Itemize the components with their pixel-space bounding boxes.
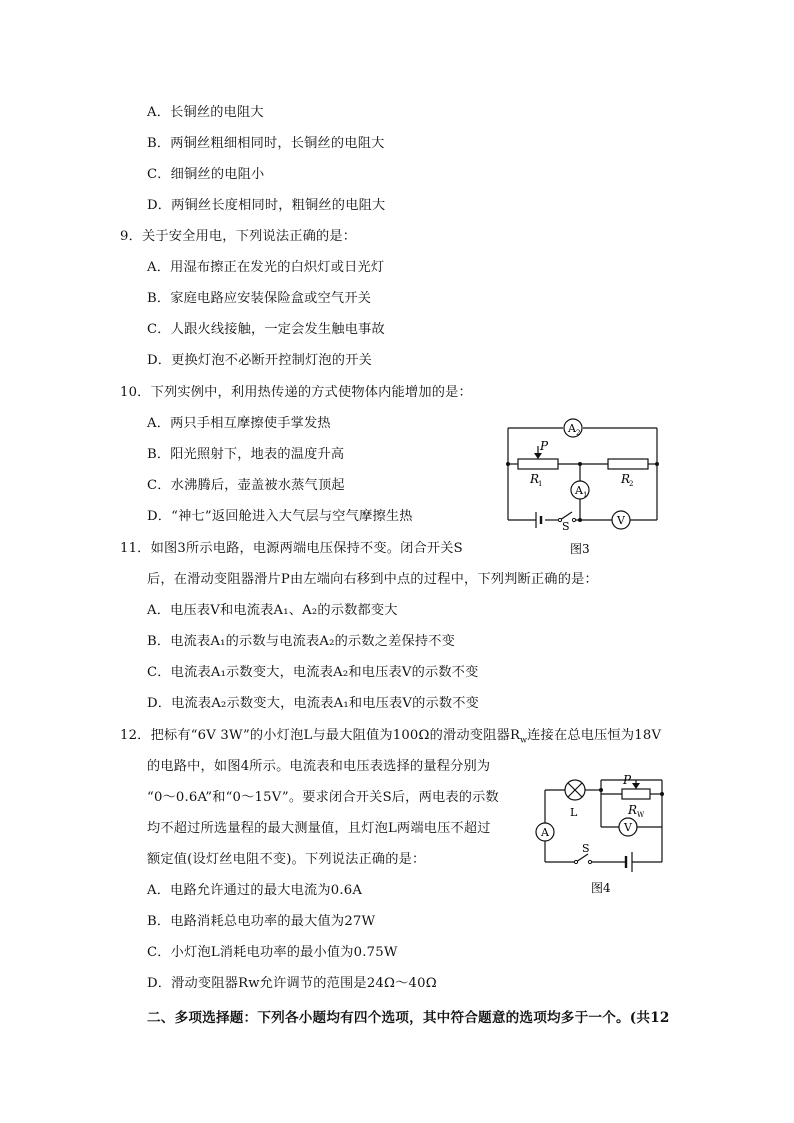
q12-stem-line1-main: 12．把标有“6V 3W”的小灯泡L与最大阻值为100Ω的滑动变阻器R [120, 728, 521, 743]
fig3-s-label: S [562, 520, 570, 533]
fig4-rw-sub: W [637, 811, 645, 819]
q9-option-c: C．人跟火线接触，一定会发生触电事故 [147, 322, 385, 337]
q10-option-c: C．水沸腾后，壶盖被水蒸气顶起 [147, 478, 345, 493]
fig3-p-label: P [540, 439, 549, 453]
q11-option-b: B．电流表A₁的示数与电流表A₂的示数之差保持不变 [147, 634, 456, 649]
fig4-rw-label: R [628, 803, 638, 817]
q9-option-a: A．用湿布擦正在发光的白炽灯或日光灯 [147, 260, 385, 275]
q11-option-d: D．电流表A₂示数变大，电流表A₁和电压表V的示数不变 [147, 696, 480, 711]
q12-option-d: D．滑动变阻器Rw允许调节的范围是24Ω～40Ω [147, 976, 437, 991]
figure-3-circuit [500, 418, 665, 558]
q12-stem-line1-tail: 连接在总电压恒为18V [527, 728, 662, 743]
fig4-caption: 图4 [591, 881, 611, 895]
q12-option-b: B．电路消耗总电功率的最大值为27W [147, 914, 376, 929]
section-2-heading: 二、多项选择题：下列各小题均有四个选项，其中符合题意的选项均多于一个。(共12 [147, 1010, 670, 1026]
q8-option-c: C．细铜丝的电阻小 [147, 167, 265, 182]
q8-option-a: A．长铜丝的电阻大 [147, 105, 264, 120]
fig3-a1-label: A [575, 484, 583, 497]
q9-option-b: B．家庭电路应安装保险盒或空气开关 [147, 291, 372, 306]
fig4-s-label: S [582, 842, 590, 855]
fig3-r1-label: R [530, 472, 540, 486]
q10-option-d: D．“神七”返回舱进入大气层与空气摩擦生热 [147, 509, 413, 524]
q10-stem: 10．下列实例中，利用热传递的方式使物体内能增加的是： [120, 385, 472, 400]
q12-stem-line5: 额定值(设灯丝电阻不变)。下列说法正确的是： [147, 852, 426, 867]
figure-4-circuit [528, 772, 678, 900]
fig3-r2-sub: 2 [629, 480, 634, 488]
q11-option-c: C．电流表A₁示数变大，电流表A₂和电压表V的示数不变 [147, 665, 479, 680]
q12-stem-line3: “0～0.6A”和“0～15V”。要求闭合开关S后，两电表的示数 [147, 790, 499, 805]
fig3-r1-sub: 1 [538, 480, 543, 488]
fig3-r2-label: R [621, 472, 631, 486]
fig3-v-label: V [617, 514, 625, 527]
fig3-a1-sub: 1 [583, 491, 588, 499]
q11-stem-line2: 后，在滑动变阻器滑片P由左端向右移到中点的过程中，下列判断正确的是： [147, 572, 598, 587]
fig3-a2-sub: 2 [576, 429, 581, 437]
fig4-p-label: P [623, 773, 632, 787]
q8-option-b: B．两铜丝粗细相同时，长铜丝的电阻大 [147, 136, 385, 151]
q8-option-d: D．两铜丝长度相同时，粗铜丝的电阻大 [147, 198, 386, 213]
q12-option-c: C．小灯泡L消耗电功率的最小值为0.75W [147, 945, 398, 960]
fig4-a-label: A [541, 826, 549, 839]
q10-option-a: A．两只手相互摩擦使手掌发热 [147, 416, 331, 431]
fig4-v-label: V [624, 821, 632, 834]
q12-option-a: A．电路允许通过的最大电流为0.6A [147, 883, 363, 898]
fig4-l-label: L [570, 806, 578, 819]
q11-stem-line1: 11．如图3所示电路，电源两端电压保持不变。闭合开关S [120, 541, 463, 556]
q9-stem: 9．关于安全用电，下列说法正确的是： [120, 229, 357, 244]
q10-option-b: B．阳光照射下，地表的温度升高 [147, 447, 345, 462]
q12-stem-line1 [120, 727, 661, 750]
q9-option-d: D．更换灯泡不必断开控制灯泡的开关 [147, 353, 372, 368]
fig3-caption: 图3 [570, 542, 590, 556]
q11-option-a: A．电压表V和电流表A₁、A₂的示数都变大 [147, 603, 398, 618]
q12-stem-line4: 均不超过所选量程的最大测量值，且灯泡L两端电压不超过 [147, 821, 491, 836]
q12-stem-sub: w [520, 735, 528, 745]
q12-stem-line2: 的电路中，如图4所示。电流表和电压表选择的量程分别为 [147, 759, 491, 774]
fig3-a2-label: A [568, 422, 576, 435]
